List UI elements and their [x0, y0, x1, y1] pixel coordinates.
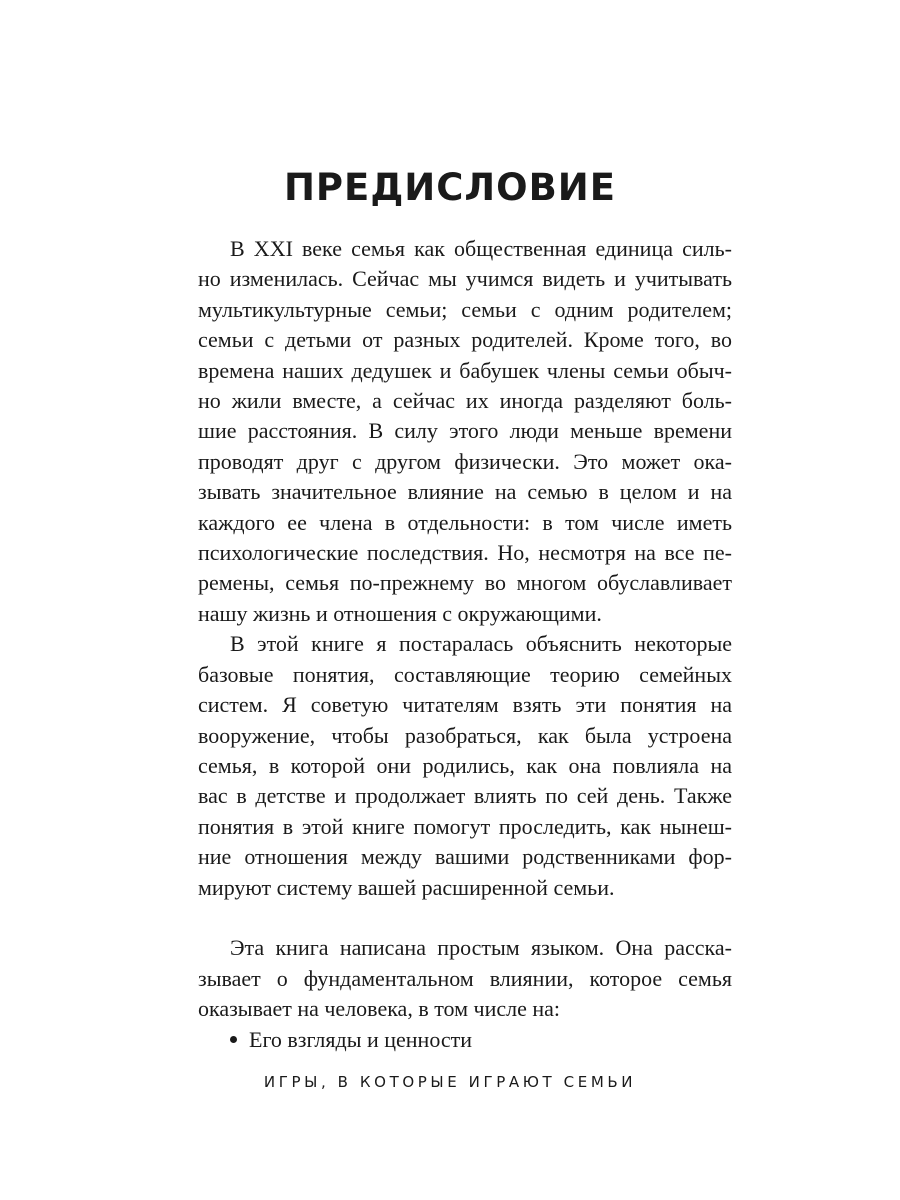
- paragraph-2: [198, 629, 732, 903]
- text-line: В этой книге я постаралась объяснить некоторые: [230, 631, 732, 657]
- text-line: времена наших дедушек и бабушек члены семьи обыч-: [198, 357, 732, 383]
- text-line: ние отношения между вашими родственниками фор-: [198, 844, 732, 870]
- text-line: ремены, семья по-прежнему во многом обуславливает: [198, 570, 732, 596]
- text-line: каждого ее члена в отдельности: в том числе иметь: [198, 509, 732, 535]
- bullet-icon: [230, 1036, 237, 1043]
- text-line: психологические последствия. Но, несмотря на все пе-: [198, 540, 732, 566]
- bullet-text: Его взгляды и ценности: [249, 1026, 473, 1052]
- running-footer: ИГРЫ, В КОТОРЫЕ ИГРАЮТ СЕМЬИ: [263, 1073, 637, 1091]
- text-line: зывает о фундаментальном влиянии, которое семья: [198, 965, 732, 991]
- paragraph-3: [198, 933, 732, 1024]
- text-line: семьи с детьми от разных родителей. Кроме того, во: [198, 327, 732, 353]
- text-line: оказывает на человека, в том числе на:: [198, 996, 561, 1022]
- chapter-title: ПРЕДИСЛОВИЕ: [283, 166, 617, 209]
- text-line: систем. Я советую читателям взять эти понятия на: [198, 692, 732, 718]
- text-line: понятия в этой книге помогут проследить, как нынеш-: [198, 813, 732, 839]
- text-line: нашу жизнь и отношения с окружающими.: [198, 600, 602, 626]
- text-line: мультикультурные семьи; семьи с одним родителем;: [198, 296, 732, 322]
- paragraph-1: [198, 234, 732, 629]
- text-line: Эта книга написана простым языком. Она расска-: [230, 935, 732, 961]
- bullet-list: [198, 1025, 732, 1055]
- paragraph-gap: [198, 903, 732, 933]
- text-line: но изменилась. Сейчас мы учимся видеть и учитывать: [198, 266, 732, 292]
- text-line: мируют систему вашей расширенной семьи.: [198, 874, 615, 900]
- text-line: проводят друг с другом физически. Это может ока-: [198, 448, 732, 474]
- text-line: вооружение, чтобы разобраться, как была устроена: [198, 722, 732, 748]
- text-line: В XXI веке семья как общественная единица силь-: [230, 236, 732, 261]
- text-line: шие расстояния. В силу этого люди меньше времени: [198, 418, 732, 444]
- text-line: вас в детстве и продолжает влиять по сей день. Также: [198, 783, 732, 809]
- bullet-item: [198, 1025, 732, 1055]
- body-text: [198, 234, 732, 1055]
- text-line: но жили вместе, а сейчас их иногда разделяют боль-: [198, 388, 732, 414]
- text-line: зывать значительное влияние на семью в целом и на: [198, 479, 732, 505]
- text-line: базовые понятия, составляющие теорию семейных: [198, 661, 732, 687]
- text-line: семья, в которой они родились, как она повлияла на: [198, 752, 732, 778]
